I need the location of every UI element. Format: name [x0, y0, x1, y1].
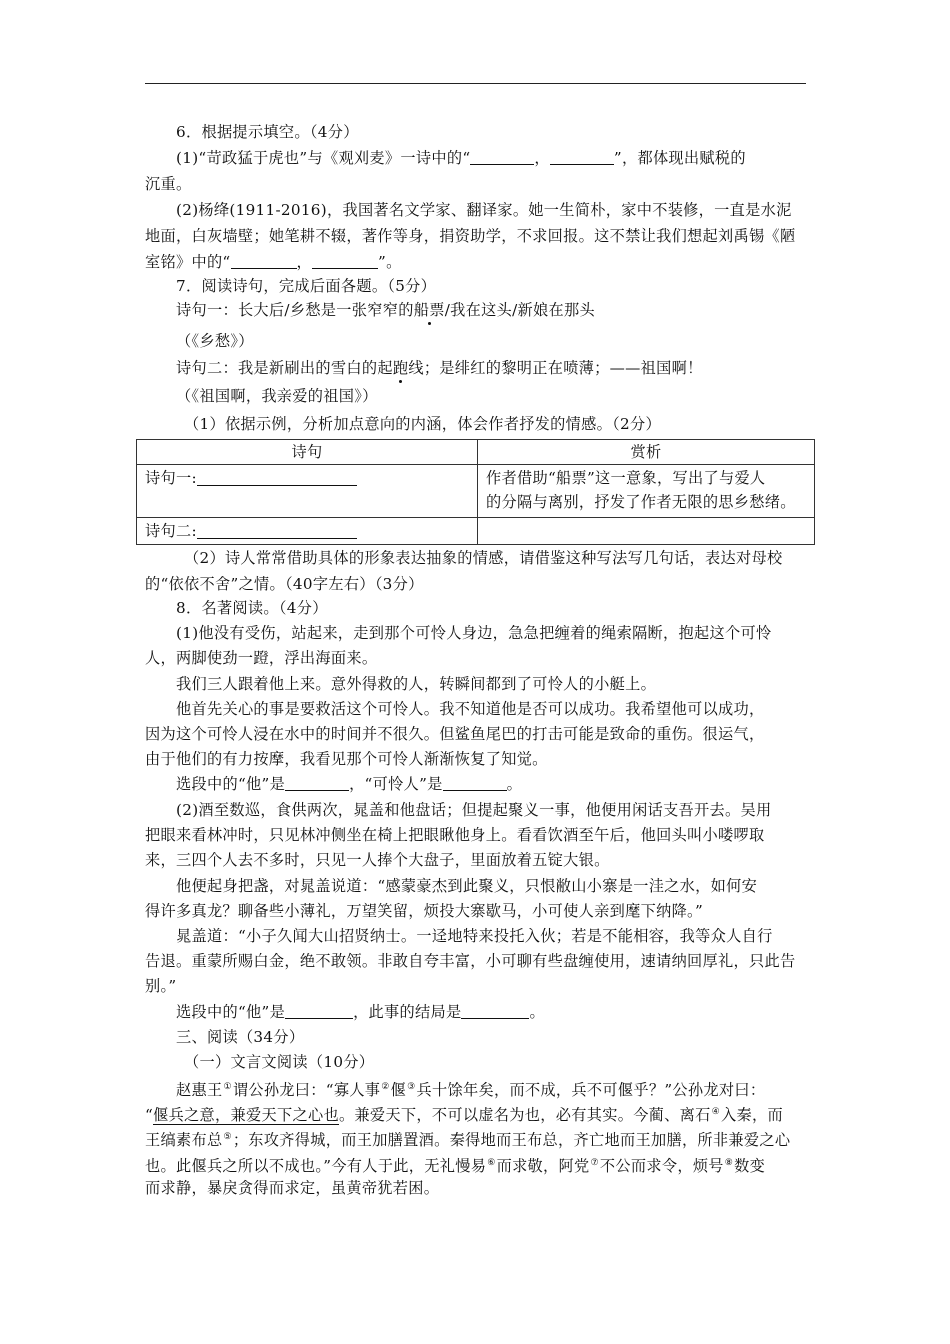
q8-p2-q-text-a: 选段中的“他”是	[176, 1003, 286, 1021]
text-seg: ；东攻齐得城，而王加膳置酒。秦得地而王布总，齐亡地而王加膳，所非兼爱之心	[232, 1131, 791, 1149]
q8-p2-line6: 晁盖道：“小子久闻大山招贤纳士。一迳地特来投托入伙；若是不能相容，我等众人自行	[176, 927, 773, 945]
text-seg: “	[145, 1106, 154, 1124]
q7-poem2	[176, 358, 703, 378]
poem2-dot-text: 起跑线	[377, 359, 424, 377]
table-row1-label	[137, 465, 478, 518]
text-seg: 数变	[734, 1157, 766, 1175]
footnote-marker: ①	[223, 1082, 232, 1092]
text-seg: 入秦，而	[721, 1106, 783, 1124]
q6-p1-sep: ，	[534, 149, 550, 167]
q8-p2-q-text-c: 。	[529, 1003, 545, 1021]
answer-blank[interactable]	[285, 775, 349, 791]
answer-blank[interactable]	[231, 253, 297, 269]
text-seg: 偃	[390, 1081, 407, 1099]
poem1-dot-text: 船票	[413, 301, 445, 319]
q8-p2-line7: 告退。重蒙所赐白金，绝不敢领。非敢自夸丰富，小可聊有些盘缠使用，速请纳回厚礼，只此告	[145, 952, 796, 970]
q6-p1-text-b: ”，都体现出赋税的	[613, 149, 746, 167]
answer-blank[interactable]	[470, 149, 534, 165]
q6-part1-line1	[176, 148, 746, 168]
q7-sub2-line2: 的“依依不舍”之情。（40字左右）（3分）	[145, 575, 424, 593]
text-seg: 而求敬，阿党	[496, 1157, 590, 1175]
text-seg: 王缟素布总	[145, 1131, 223, 1149]
q7-sub2-line1: （2）诗人常常借助具体的形象表达抽象的情感，请借鉴这种写法写几句话，表达对母校	[184, 549, 783, 567]
q8-heading: 8．名著阅读。（4分）	[176, 599, 328, 617]
answer-blank[interactable]	[461, 1003, 529, 1019]
answer-line[interactable]	[197, 469, 357, 486]
answer-blank[interactable]	[550, 149, 614, 165]
classical-text-line1	[176, 1077, 765, 1100]
classical-text-line5: 而求静，暴戾贪得而求定，虽黄帝犹若困。	[145, 1179, 440, 1197]
table-header-poem: 诗句	[137, 440, 478, 465]
q6-p2-text-a: 室铭》中的“	[145, 253, 231, 271]
q7-poem1-source: （《乡愁》）	[176, 332, 254, 350]
underlined-sentence: 偃兵之意，兼爱天下之心也	[153, 1106, 339, 1124]
text-seg: 也。此偃兵之所以不成也。”今有人于此，无礼慢易	[145, 1157, 487, 1175]
table-row1-analysis	[478, 465, 815, 518]
q8-p1-q-text-a: 选段中的“他”是	[176, 775, 286, 793]
classical-text-line3	[145, 1127, 790, 1150]
q7-poem2-source: （《祖国啊，我亲爱的祖国》）	[176, 387, 378, 405]
footnote-marker: ⑧	[724, 1158, 734, 1168]
answer-blank[interactable]	[443, 775, 507, 791]
q7-heading: 7．阅读诗句，完成后面各题。（5分）	[176, 277, 437, 295]
table-header-analysis: 赏析	[478, 440, 815, 465]
q6-part2-line2: 地面，白灰墙壁；她笔耕不辍，著作等身，捐资助学，不求回报。这不禁让我们想起刘禹锡《陋	[145, 227, 796, 245]
q8-p2-line8: 别。”	[145, 977, 177, 995]
text-seg: 不公而求令，烦号	[599, 1157, 724, 1175]
footnote-marker: ⑤	[223, 1132, 232, 1142]
q8-p1-q-text-b: ，“可怜人”是	[349, 775, 443, 793]
q8-p1-line3: 我们三人跟着他上来。意外得救的人，转瞬间都到了可怜人的小艇上。	[176, 675, 657, 693]
q8-p1-line6: 由于他们的有力按摩，我看见那个可怜人渐渐恢复了知觉。	[145, 750, 548, 768]
table-row2-label	[137, 518, 478, 545]
poem2-dotted-word	[377, 359, 423, 377]
text-seg: 。兼爱天下，不可以虚名为也，必有其实。今蔺、离石	[338, 1106, 711, 1124]
q6-p2-text-b: ”。	[378, 253, 402, 271]
q8-p1-line5: 因为这个可怜人浸在水中的时间并不很久。但鲨鱼尾巴的打击可能是致命的重伤。很运气，	[145, 725, 765, 743]
table-row2-analysis[interactable]	[478, 518, 815, 545]
q6-part2-line3	[145, 252, 402, 272]
header-rule	[145, 83, 806, 84]
q8-p2-line2: 把眼来看林冲时，只见林冲侧坐在椅上把眼瞅他身上。看看饮酒至午后，他回头叫小喽啰取	[145, 826, 765, 844]
section3-heading: 三、阅读（34分）	[176, 1028, 305, 1046]
q6-p1-text-a: (1)“苛政猛于虎也”与《观刈麦》一诗中的“	[176, 149, 471, 167]
footnote-marker: ⑥	[487, 1158, 496, 1168]
row1-analysis-line1: 作者借助“船票”这一意象，写出了与爱人	[486, 469, 766, 487]
answer-line[interactable]	[197, 522, 357, 539]
q8-p2-question	[176, 1002, 545, 1022]
q7-sub1: （1）依据示例，分析加点意向的内涵，体会作者抒发的情感。（2分）	[184, 415, 661, 433]
text-seg: 赵惠王	[176, 1081, 223, 1099]
q8-p1-line4: 他首先关心的事是要救活这个可怜人。我不知道他是否可以成功。我希望他可以成功，	[176, 700, 765, 718]
row1-label-text: 诗句一:	[145, 469, 197, 487]
answer-blank[interactable]	[312, 253, 378, 269]
text-seg: 兵十馀年矣，而不成，兵不可偃乎？”公孙龙对曰：	[416, 1081, 766, 1099]
poem2-text-b: ；是绯红的黎明正在喷薄；——祖国啊！	[423, 359, 703, 377]
row2-label-text: 诗句二:	[145, 522, 197, 540]
q8-p1-q-text-c: 。	[506, 775, 523, 793]
footnote-marker: ②	[381, 1082, 390, 1092]
footnote-marker: ④	[711, 1107, 721, 1117]
footnote-marker: ③	[407, 1082, 416, 1092]
q7-poem1	[176, 300, 595, 320]
q8-p1-line2: 人，两脚使劲一蹬，浮出海面来。	[145, 649, 378, 667]
q6-part1-line2: 沉重。	[145, 175, 192, 193]
q8-p2-line3: 来，三四个人去不多时，只见一人捧个大盘子，里面放着五锭大银。	[145, 851, 610, 869]
q8-p2-line1: (2)酒至数巡，食供两次，晁盖和他盘话；但提起聚义一事，他便用闲话支吾开去。吴用	[176, 801, 772, 819]
footnote-marker: ⑦	[590, 1158, 599, 1168]
q8-p2-line5: 得许多真龙？聊备些小薄礼，万望笑留，烦投大寨歇马，小可使人亲到麾下纳降。”	[145, 902, 704, 920]
poem2-text-a: 诗句二：我是新刷出的雪白的	[176, 359, 378, 377]
classical-text-line4	[145, 1153, 765, 1176]
classical-text-line2	[145, 1102, 783, 1125]
q6-heading: 6．根据提示填空。（4分）	[176, 123, 359, 141]
q8-p2-q-text-b: ，此事的结局是	[353, 1003, 462, 1021]
q6-p2-sep: ，	[296, 253, 313, 271]
text-seg: 谓公孙龙曰：“寡人事	[232, 1081, 381, 1099]
q8-p2-line4: 他便起身把盏，对晁盖说道：“感蒙豪杰到此聚义，只恨敝山小寨是一洼之水，如何安	[176, 877, 758, 895]
answer-blank[interactable]	[285, 1003, 353, 1019]
poem1-text-b: /我在这头/新娘在那头	[444, 301, 595, 319]
q6-part2-line1: (2)杨绛(1911-2016)，我国著名文学家、翻译家。她一生简朴，家中不装修，一直是水泥	[176, 201, 792, 219]
q8-p1-line1: (1)他没有受伤，站起来，走到那个可怜人身边，急急把缠着的绳索隔断，抱起这个可怜	[176, 624, 772, 642]
poem1-text-a: 诗句一：长大后/乡愁是一张窄窄的	[176, 301, 414, 319]
row1-analysis-line2: 的分隔与离别，抒发了作者无限的思乡愁绪。	[486, 493, 796, 511]
q8-p1-question	[176, 774, 522, 794]
analysis-table	[136, 439, 815, 545]
poem1-dotted-word	[414, 301, 445, 319]
section3-subheading: （一）文言文阅读（10分）	[184, 1053, 375, 1071]
